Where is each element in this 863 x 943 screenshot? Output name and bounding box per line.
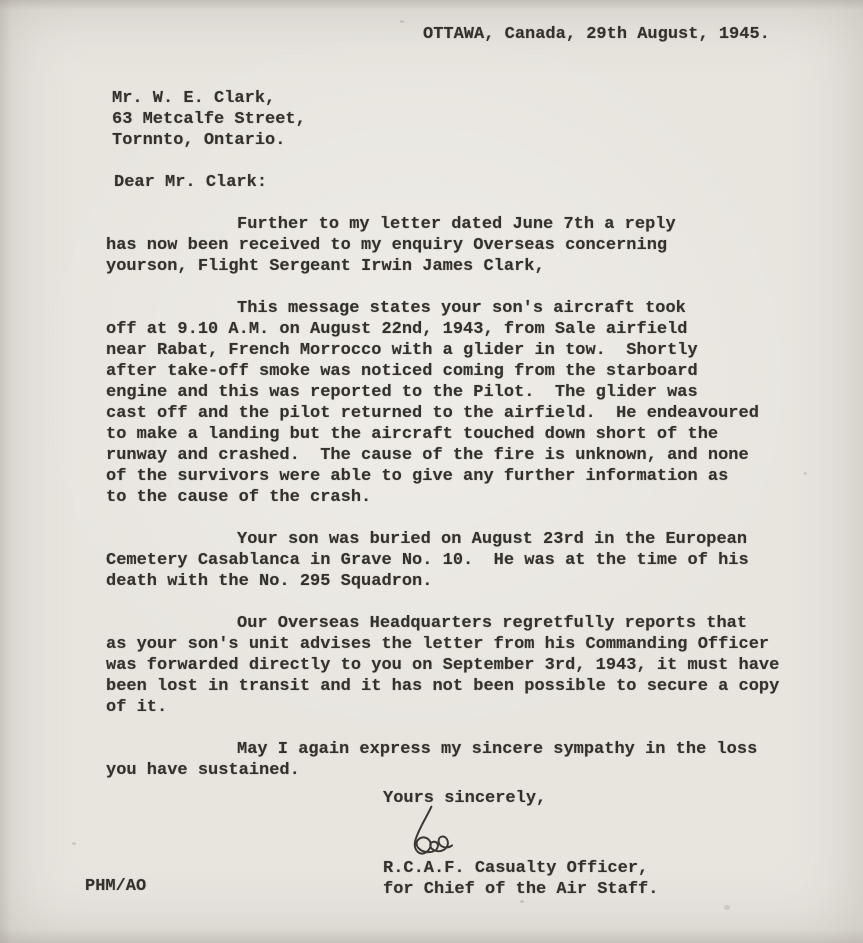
body-line: Our Overseas Headquarters regretfully reports that: [237, 614, 748, 633]
body-line: yourson, Flight Sergeant Irwin James Clark,: [106, 257, 545, 276]
body-line: of it.: [106, 698, 168, 717]
body-line: after take-off smoke was noticed coming from the starboard: [106, 362, 698, 381]
body-line: Your son was buried on August 23rd in the European: [237, 530, 748, 549]
paragraph-5: [106, 739, 816, 781]
body-line: to make a landing but the aircraft touched down short of the: [106, 425, 719, 444]
recipient-street: 63 Metcalfe Street,: [112, 110, 306, 129]
dateline: OTTAWA, Canada, 29th August, 1945.: [423, 25, 770, 44]
signature-flourish-icon: [399, 804, 480, 858]
body-line: Cemetery Casablanca in Grave No. 10. He was at the time of his: [106, 551, 749, 570]
paragraph-3: [106, 529, 816, 592]
body-line: engine and this was reported to the Pilot. The glider was: [106, 383, 698, 402]
reference-initials: PHM/AO: [85, 877, 147, 896]
recipient-address-block: [112, 88, 306, 151]
salutation: Dear Mr. Clark:: [114, 173, 268, 192]
body-line: has now been received to my enquiry Overseas concerning: [106, 236, 668, 255]
letter-body: [106, 214, 816, 781]
body-line: of the survivors were able to give any further information as: [106, 467, 729, 486]
closing-block: [383, 788, 658, 900]
body-line: off at 9.10 A.M. on August 22nd, 1943, from Sale airfield: [106, 320, 688, 339]
body-line: near Rabat, French Morrocco with a glider in tow. Shortly: [106, 341, 698, 360]
body-line: was forwarded directly to you on September 3rd, 1943, it must have: [106, 656, 780, 675]
body-line: cast off and the pilot returned to the airfield. He endeavoured: [106, 404, 759, 423]
body-line: Further to my letter dated June 7th a reply: [237, 215, 676, 234]
body-line: to the cause of the crash.: [106, 488, 372, 507]
body-line: as your son's unit advises the letter from his Commanding Officer: [106, 635, 770, 654]
recipient-city: Tornnto, Ontario.: [112, 131, 286, 150]
body-line: runway and crashed. The cause of the fire is unknown, and none: [106, 446, 749, 465]
body-line: you have sustained.: [106, 761, 300, 780]
signer-title: R.C.A.F. Casualty Officer,: [383, 859, 649, 878]
body-line: been lost in transit and it has not been possible to secure a copy: [106, 677, 780, 696]
signer-on-behalf-of: for Chief of the Air Staff.: [383, 880, 659, 899]
paragraph-1: [106, 214, 816, 277]
body-line: May I again express my sincere sympathy in the loss: [237, 740, 758, 759]
valediction: Yours sincerely,: [383, 789, 547, 808]
paragraph-2: [106, 298, 816, 508]
paragraph-4: [106, 613, 816, 718]
recipient-name: Mr. W. E. Clark,: [112, 89, 276, 108]
body-line: This message states your son's aircraft took: [237, 299, 686, 318]
body-line: death with the No. 295 Squadron.: [106, 572, 433, 591]
